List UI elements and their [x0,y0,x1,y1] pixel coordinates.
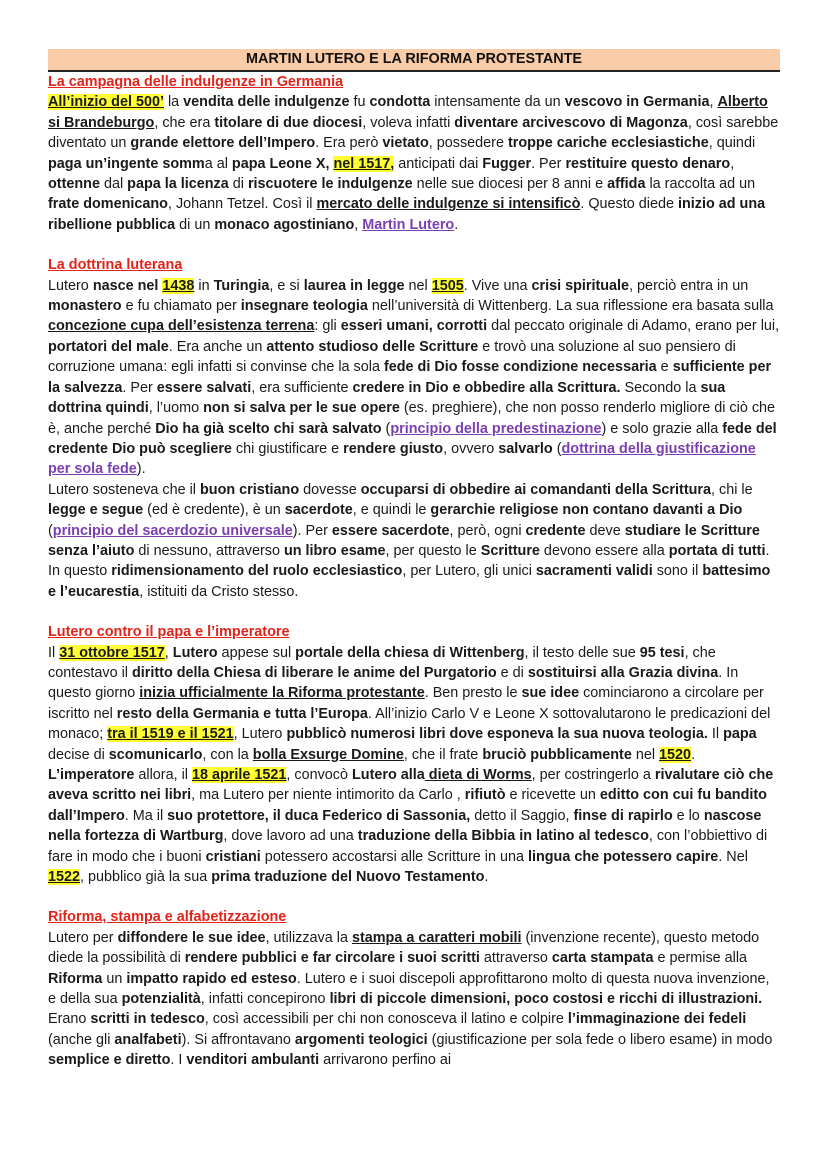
section-heading: Riforma, stampa e alfabetizzazione [48,909,287,926]
text-run: restituire questo denaro [565,155,731,172]
text-run: nelle sue diocesi per 8 anni e [412,176,608,193]
text-run: riscuotere le indulgenze [247,176,413,193]
text-run: portatori del male [48,338,169,355]
text-run: e permise alla [653,950,748,967]
text-run: , possedere [428,135,508,152]
text-run: inizio ad una ribellione pubblica [48,196,766,233]
text-run: paga un’ingente somm [48,155,205,172]
text-run: . [691,746,696,763]
text-run: ( [48,522,53,539]
section-heading: Lutero contro il papa e l’imperatore [48,624,290,641]
text-run: ) e solo grazie alla [601,420,723,437]
text-run: e lo [672,807,704,824]
text-run: , per costringerlo a [531,767,655,783]
text-run: . All’inizio Carlo V e Leone X sottovalutarono le predicazioni del monaco; [48,705,771,743]
text-run: inizia ufficialmente la Riforma protestante [139,685,425,702]
text-run: sua dottrina quindi [48,379,726,417]
text-run: , per questo le [385,542,481,559]
text-run: impatto rapido ed esteso [126,970,297,987]
text-run: gerarchie religiose non contano davanti a Dio [430,502,743,519]
text-run: allora, il [134,767,192,783]
text-run: Lutero per [48,929,118,946]
text-run: , e quindi le [352,502,431,519]
text-run: . Per [531,155,566,172]
text-run: Dio ha già scelto chi sarà salvato [155,420,382,437]
text-run: resto della Germania e tutta l’Europa [116,705,368,722]
text-run: bolla Exsurge Domine [252,746,404,763]
text-run: , quindi [708,135,756,152]
paragraph [48,643,780,888]
text-run: , così accessibili per chi non conosceva il latino e colpire [204,1011,568,1028]
text-run: fede di Dio fosse condizione necessaria [383,359,657,376]
text-run: suo protettore, il duca Federico di Sassonia, [167,807,471,824]
text-run: : gli [314,318,341,335]
text-run: diffondere le sue idee [117,929,266,946]
text-run: , però, ogni [449,522,526,539]
text-run: . Lutero e i suoi discepoli approfittarono molto di questa nuova invenzione, e della sua [48,970,770,1008]
text-run: vescovo in Germania [564,94,710,111]
text-run: in [194,277,214,294]
text-run: . Ben presto le [424,685,522,702]
text-run: di nessuno, attraverso [134,542,284,559]
text-run: libri di piccole dimensioni, poco costosi e ricchi di illustrazioni. [329,991,763,1008]
text-run: un [102,970,127,987]
text-run: monastero [48,298,122,315]
text-run: lingua che potessero capire [527,848,719,865]
paragraph [48,276,780,480]
text-run: di [228,176,248,193]
text-run: Turingia [213,277,270,294]
text-run: rivalutare ciò che aveva scritto nei libri [48,767,774,804]
text-run: portata di tutti [668,542,766,559]
text-run: non si salva per le sue opere [203,400,400,417]
text-run: , pubblico già la sua [80,869,212,886]
text-run: a al [204,155,232,172]
text-run: essere salvati [156,379,252,396]
text-run: frate domenicano [48,196,168,213]
text-run: , utilizzava la [265,929,352,946]
text-run: , Lutero [233,726,287,743]
text-run: . Nel [718,848,748,865]
text-run: fu [349,94,370,111]
text-run: cristiani [205,848,261,865]
section [48,907,780,1070]
highlighted-date: 1505 [431,277,464,294]
text-run: 95 tesi [639,644,685,661]
text-run: concezione cupa dell’esistenza terrena [48,318,315,335]
text-run: ). Si affrontavano [181,1031,295,1048]
text-run: vendita delle indulgenze [183,94,350,111]
text-run: intensamente da un [430,94,565,111]
text-run: Lutero sosteneva che il [48,481,200,498]
text-run: monaco agostiniano [214,216,355,233]
text-run: carta stampata [551,950,654,967]
text-run: . [484,869,489,886]
text-run: , che il frate [403,746,483,763]
text-run: rendere pubblici e far circolare i suoi scritti [184,950,480,967]
paragraph [48,928,780,1071]
term-link[interactable]: principio del sacerdozio universale [52,522,293,539]
text-run: editto con cui fu bandito dall’Impero [48,787,767,824]
highlighted-date: All’inizio del 500’ [48,94,164,111]
text-run: Secondo la [620,379,701,396]
text-run: , Johann Tetzel. Così il [167,196,317,213]
text-run: nasce nel [92,277,163,294]
text-run: stampa a caratteri mobili [351,929,522,946]
text-run: devono essere alla [539,542,669,559]
text-run: attento studioso delle Scritture [266,338,479,355]
text-run: sacramenti validi [535,563,653,580]
text-run: , [354,216,363,233]
text-run: , perciò entra in un [629,277,749,294]
text-run: nel [631,746,660,763]
text-run: grande elettore dell’Impero [130,135,316,152]
text-run: finse di rapirlo [573,807,673,824]
text-run: detto il Saggio, [470,807,574,824]
text-run: traduzione della Bibbia in latino al tedesco [357,828,649,845]
text-run: , infatti concepirono [200,991,330,1008]
text-run: semplice e diretto [48,1052,171,1069]
text-run: ottenne [48,176,100,193]
text-run: , e si [269,277,304,294]
text-run: la raccolta ad un [645,176,756,193]
text-run: nell’università di Wittenberg. La sua riflessione era basata sulla [367,298,774,315]
text-run: . In questo giorno [48,664,739,702]
text-run: salvarlo [498,440,553,457]
text-run: scritti in tedesco [90,1011,205,1028]
section-heading: La campagna delle indulgenze in Germania [48,74,344,90]
text-run: l’immaginazione dei fedeli [567,1011,747,1028]
highlighted-date: 1438 [162,277,195,294]
text-run: Il [48,644,60,661]
section [48,622,780,887]
text-run: potenzialità [121,991,201,1008]
text-run: ( [552,440,562,457]
text-run: papa [723,726,757,743]
text-run: Lutero [172,644,218,661]
text-run: venditori ambulanti [186,1052,320,1069]
text-run: pubblicò numerosi libri dove esponeva la sua nuova teologia. [286,726,708,743]
text-run: analfabeti [114,1031,182,1048]
text-run: affida [607,176,646,193]
text-run: (es. preghiere), che non posso renderlo migliore di ciò che è, anche perché [48,400,776,437]
text-run: . Era anche un [168,338,267,355]
text-run: legge e segue [48,502,144,519]
text-run: deve [585,522,625,539]
text-run: attraverso [479,950,552,967]
document-page [48,49,780,1091]
text-run: battesimo e l’eucarestia [48,563,771,600]
highlighted-date: tra il 1519 e il 1521 [107,726,234,743]
text-run: , istituiti da Cristo stesso. [139,583,299,600]
text-run: fede del credente Dio può scegliere [48,420,777,457]
text-run: di un [175,216,215,233]
text-run: la [163,94,184,111]
text-run: nascose nella fortezza di Wartburg [48,807,762,845]
text-run: diritto della Chiesa di liberare le anime del Purgatorio [132,664,497,681]
highlighted-date: nel 1517, [333,155,395,172]
text-run: Fugger [482,155,532,172]
text-run: papa Leone X, [231,155,334,172]
text-run: Alberto si Brandeburgo [48,94,768,131]
text-run: scomunicarlo [108,746,203,763]
text-run: buon cristiano [200,481,300,498]
text-run: ). Per [292,522,332,539]
text-run: sono il [652,563,703,580]
text-run: . Questo diede [580,196,678,213]
text-run: papa la licenza [127,176,229,193]
text-run: insegnare teologia [240,298,368,315]
text-run: , [164,644,173,661]
text-run: (anche gli [48,1031,115,1048]
term-link[interactable]: dottrina della giustificazione per sola fede [48,440,756,478]
paragraph [48,92,780,235]
text-run: , con la [202,746,253,763]
text-run: Il [707,726,724,743]
text-run: , con l’obbiettivo di fare in modo che i buoni [48,828,768,865]
text-run: chi giustificare e [231,440,344,457]
text-run: , [709,94,718,111]
text-run: bruciò pubblicamente [482,746,632,763]
text-run: , che contestavo il [48,644,716,681]
text-run: sufficiente per la salvezza [48,359,772,396]
text-run: , così sarebbe diventato un [48,114,779,152]
text-run: rifiutò [464,787,506,804]
text-run: prima traduzione del Nuovo Testamento [211,869,485,886]
text-run: nel [404,277,432,294]
text-run: titolare di due diocesi [214,114,363,131]
text-run: vietato [382,135,429,152]
text-run: essere sacerdote [331,522,450,539]
section [48,255,780,602]
text-run: . [454,216,459,233]
text-run: L’imperatore [48,767,135,783]
text-run: , l’uomo [148,400,204,417]
text-run: dovesse [299,481,361,498]
section-heading: La dottrina luterana [48,257,183,274]
text-run: Lutero [48,277,93,294]
term-link[interactable]: Martin Lutero [362,216,455,233]
text-run: Lutero alla [352,767,425,783]
document-body [48,72,780,1071]
text-run: argomenti teologici [294,1031,428,1048]
text-run: . I [170,1052,187,1069]
text-run: , ma Lutero per niente intimorito da Carlo , [191,787,465,804]
text-run: , dove lavoro ad una [223,828,358,845]
text-run: laurea in legge [303,277,405,294]
text-run: , che era [154,114,215,131]
text-run: anticipati dai [394,155,483,172]
text-run: cominciarono a circolare per iscritto nel [48,685,764,722]
text-run: . Per [122,379,157,396]
text-run: e fu chiamato per [121,298,241,315]
text-run: Riforma [48,970,103,987]
text-run: , il testo delle sue [524,644,640,661]
paragraph [48,480,780,602]
highlighted-date: 1520 [659,746,692,763]
text-run: , chi le [711,481,753,498]
text-run: occuparsi di obbedire ai comandanti della Scrittura [360,481,712,498]
text-run: , convocò [286,767,352,783]
text-run: . Ma il [124,807,168,824]
text-run: , era sufficiente [251,379,353,396]
text-run: rendere giusto [343,440,444,457]
text-run: (giustificazione per sola fede o libero esame) in modo [427,1031,773,1048]
text-run: . Era però [315,135,383,152]
text-run: studiare le Scritture senza l’aiuto [48,522,760,559]
text-run: dieta di Worms [424,767,532,783]
text-run: appese sul [217,644,296,661]
text-run: , voleva infatti [362,114,455,131]
text-run: dal [99,176,128,193]
text-run: potessero accostarsi alle Scritture in una [260,848,528,865]
text-run: dal peccato originale di Adamo, erano per lui, [487,318,780,335]
text-run: , per Lutero, gli unici [402,563,536,580]
text-run: crisi spirituale [531,277,630,294]
highlighted-date: 18 aprile 1521 [191,767,287,783]
text-run: sacerdote [284,502,353,519]
text-run: e ricevette un [505,787,600,804]
text-run: Erano [48,1011,91,1028]
highlighted-date: 1522 [48,869,81,886]
text-run: , ovvero [443,440,499,457]
section [48,72,780,235]
term-link[interactable]: principio della predestinazione [390,420,602,437]
text-run: ( [381,420,391,437]
document-title: MARTIN LUTERO E LA RIFORMA PROTESTANTE [48,49,780,72]
text-run: arrivarono perfino ai [319,1052,452,1069]
highlighted-date: 31 ottobre 1517 [59,644,165,661]
text-run: sue idee [521,685,580,702]
text-run: Scritture [480,542,540,559]
text-run: un libro esame [283,542,386,559]
text-run: portale della chiesa di Wittenberg [295,644,525,661]
text-run: credente [525,522,586,539]
text-run: e trovò una soluzione al suo pensiero di corruzione umana: egli infatti si convinse che la sola [48,338,736,376]
text-run: ). [136,461,146,478]
text-run: credere in Dio e obbedire alla Scrittura. [352,379,621,396]
text-run: diventare arcivescovo di Magonza [454,114,688,131]
text-run: troppe cariche ecclesiastiche [507,135,709,152]
text-run: ridimensionamento del ruolo ecclesiastico [111,563,403,580]
text-run: condotta [369,94,431,111]
text-run: , [730,155,735,172]
text-run: (invenzione recente), questo metodo diede la possibilità di [48,929,760,967]
text-run: . In questo [48,542,770,580]
text-run: mercato delle indulgenze si intensificò [316,196,581,213]
text-run: e di [496,664,528,681]
text-run: e [656,359,673,376]
text-run: sostituirsi alla Grazia divina [527,664,719,681]
text-run: esseri umani, corrotti [340,318,488,335]
text-run: . Vive una [463,277,532,294]
text-run: (ed è credente), è un [143,502,285,519]
text-run: decise di [48,746,109,763]
